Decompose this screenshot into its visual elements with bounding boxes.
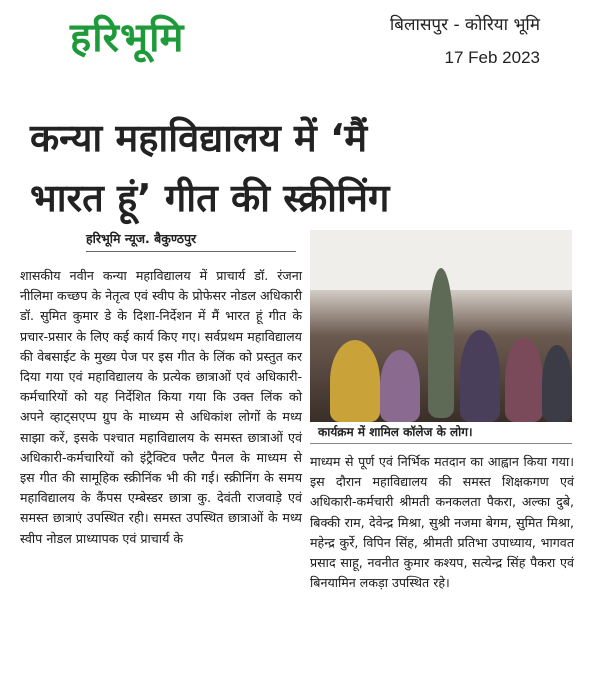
article-headline [30,108,590,228]
body-text-right: माध्यम से पूर्ण एवं निर्भिक मतदान का आह्वान किया गया। इस दौरान महाविद्यालय की समस्त शिक्षकगण एवं अधिकारी-कर्मचारी श्रीमती कनकलता पैकरा, अल्का दुबे, बिक्की राम, देवेन्द्र मिश्रा, सुश्री नजमा बेगम, सुमित मिश्रा, महेन्द्र कुर्रे, विपिन सिंह, श्रीमती प्रतिभा उपाध्याय, भागवत प्रसाद साहू, नवनीत कुमार कश्यप, सत्येन्द्र सिंह पैकरा एवं बिनयामिन लकड़ा उपस्थित रहे। [310,454,574,591]
article-body-left-column [20,266,302,549]
article-photo [310,230,572,422]
edition-label: बिलासपुर - कोरिया भूमि [389,15,540,35]
photo-person [542,345,572,422]
headline-line-2: भारत हूं’ गीत की स्क्रीनिंग [30,176,390,220]
photo-person [460,330,500,422]
photo-person [380,350,420,422]
byline-divider [86,251,296,252]
body-text-left: शासकीय नवीन कन्या महाविद्यालय में प्राचार्य डॉ. रंजना नीलिमा कच्छप के नेतृत्व एवं स्वीप के प्रोफेसर नोडल अधिकारी डॉ. सुमित कुमार डे के दिशा-निर्देशन में मैं भारत हूं गीत के प्रचार-प्रसार के लिए कई कार्य किए गए। सर्वप्रथम महाविद्यालय की वेबसाईट के मुख्य पेज पर इस गीत के लिंक को प्रस्तुत कर दिया गया एवं महाविद्यालय के प्रत्येक छात्राओं एवं अधिकारी-कर्मचारियों को यह निर्देशित किया गया कि उक्त लिंक को अपने व्हाट्सएप्प ग्रुप के माध्यम से अधिकांश लोगों के मध्य साझा करें, इसके पश्चात महाविद्यालय के समस्त छात्राओं एवं अधिकारी-कर्मचारियों को इंट्रैक्टिव फ्लैट पैनल के माध्यम से इस गीत की सामूहिक स्क्रीनिंक भी की गई। स्क्रीनिंग के समय महाविद्यालय के कैंपस एम्बेस्डर छात्रा कु. देवंती राजवाड़े एवं समस्त छात्राएं उपस्थित रही। समस्त उपस्थित छात्राओं के मध्य स्वीप नोडल प्राध्यापक एवं प्राचार्य के [20,268,302,546]
photo-caption: कार्यक्रम में शामिल कॉलेज के लोग। [310,422,572,444]
publication-date: 17 Feb 2023 [444,48,540,67]
photo-person [330,340,380,422]
headline-line-1: कन्या महाविद्यालय में ‘मैं [30,116,368,160]
masthead [0,0,600,92]
photo-person [505,338,543,422]
byline: हरिभूमि न्यूज. बैकुण्ठपुर [86,231,197,246]
photo-person [428,268,454,418]
newspaper-logo: हरिभूमि [70,15,185,61]
article-body-right-column [310,452,574,593]
